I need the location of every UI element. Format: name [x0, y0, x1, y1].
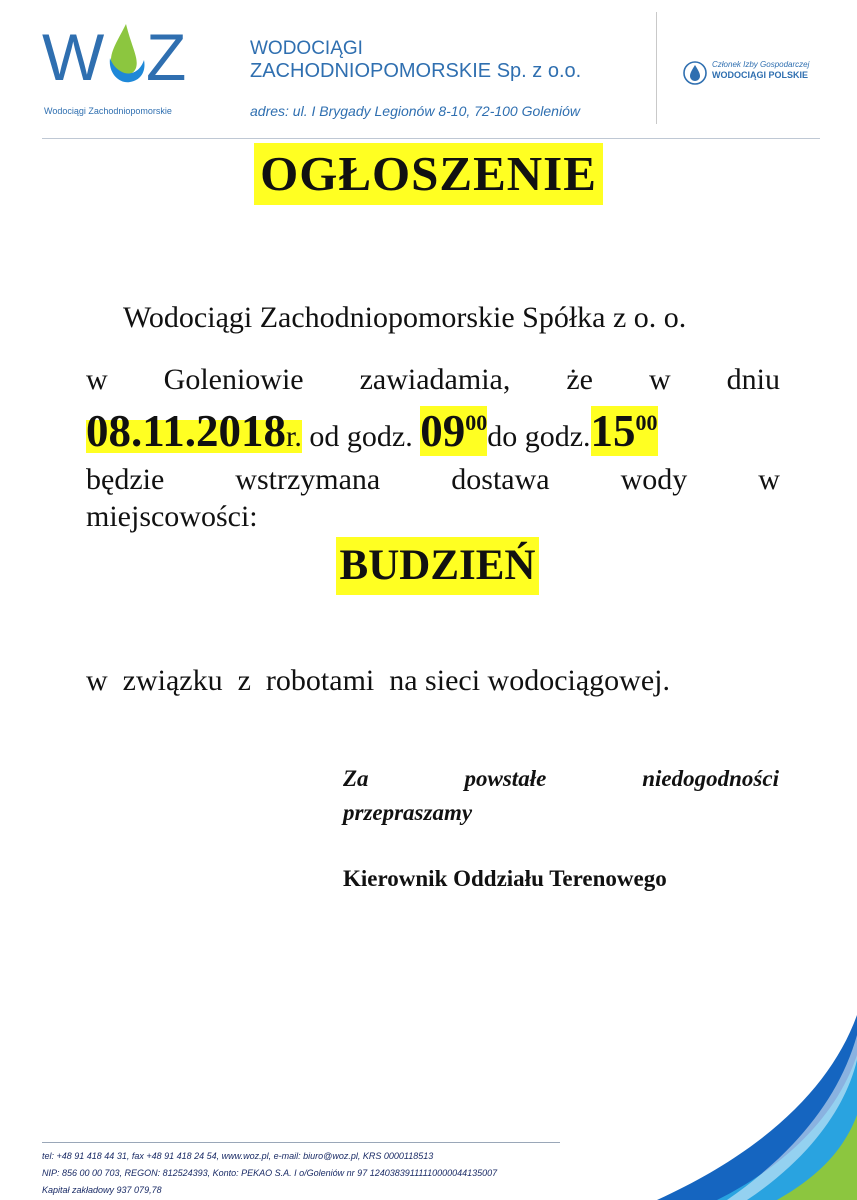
footer-registration: NIP: 856 00 00 703, REGON: 812524393, Konto: PEKAO S.A. I o/Goleniów nr 97 12403839111110000044135007 — [42, 1168, 498, 1178]
outage-date: 08.11.2018 — [86, 406, 287, 456]
place-name: BUDZIEŃ — [336, 537, 540, 595]
notice-line-location-label: miejscowości: — [86, 500, 258, 533]
company-name-line1: WODOCIĄGI — [250, 38, 363, 59]
word: Goleniowie — [163, 363, 304, 396]
word: że — [566, 363, 593, 396]
start-time — [420, 406, 487, 456]
notice-line-announce — [86, 362, 780, 398]
start-minutes: 00 — [465, 410, 488, 435]
word: Za — [343, 766, 369, 791]
title-container — [0, 143, 857, 205]
word: powstałe — [464, 766, 547, 791]
apology-line2: przepraszamy — [343, 800, 473, 825]
date-suffix: r. — [286, 420, 302, 453]
start-hour: 09 — [420, 406, 466, 456]
decorative-wave — [617, 1015, 857, 1200]
end-hour: 15 — [590, 406, 636, 456]
footer-contact: tel: +48 91 418 44 31, fax +48 91 418 24 54, www.woz.pl, e-mail: biuro@woz.pl, KRS 0000118513 — [42, 1151, 434, 1161]
woz-logo — [42, 14, 192, 92]
to-label: do godz. — [487, 420, 591, 453]
word: dniu — [726, 363, 780, 396]
word: w — [758, 463, 780, 496]
member-organization: WODOCIĄGI POLSKIE — [712, 70, 809, 80]
signature: Kierownik Oddziału Terenowego — [343, 866, 667, 891]
notice-line-datetime — [86, 405, 780, 461]
word: zawiadamia, — [359, 363, 511, 396]
from-label: od godz. — [301, 420, 421, 453]
word: wody — [620, 463, 688, 496]
notice-line-company: Wodociągi Zachodniopomorskie Spółka z o. o. — [123, 301, 687, 334]
word: będzie — [86, 463, 165, 496]
end-time — [591, 406, 658, 456]
place-container — [0, 537, 857, 595]
notice-line-stop — [86, 462, 780, 498]
woz-logo-z: Z — [146, 20, 187, 92]
end-minutes: 00 — [635, 410, 658, 435]
word: w — [648, 363, 671, 396]
company-name — [250, 38, 581, 82]
word: wstrzymana — [235, 463, 381, 496]
footer — [42, 1148, 497, 1199]
woz-logo-w: W — [42, 20, 105, 92]
apology-line1 — [343, 762, 779, 796]
company-name-line2: ZACHODNIOPOMORSKIE Sp. z o.o. — [250, 60, 582, 82]
notice-line-reason: w związku z robotami na sieci wodociągowej. — [86, 664, 670, 697]
member-label: Członek Izby Gospodarczej — [712, 60, 810, 69]
word: w — [86, 363, 108, 396]
word: dostawa — [451, 463, 550, 496]
header-divider — [656, 12, 657, 124]
company-address: adres: ul. I Brygady Legionów 8-10, 72-100 Goleniów — [250, 103, 580, 119]
apology — [343, 762, 779, 830]
footer-rule — [42, 1142, 560, 1143]
footer-capital: Kapitał zakładowy 937 079,78 — [42, 1185, 162, 1195]
logo-subtitle: Wodociągi Zachodniopomorskie — [44, 106, 172, 116]
water-drop-icon — [682, 60, 708, 86]
notice-title: OGŁOSZENIE — [254, 143, 603, 205]
header-rule — [42, 138, 820, 139]
date-highlight — [86, 406, 302, 456]
word: niedogodności — [642, 766, 779, 791]
